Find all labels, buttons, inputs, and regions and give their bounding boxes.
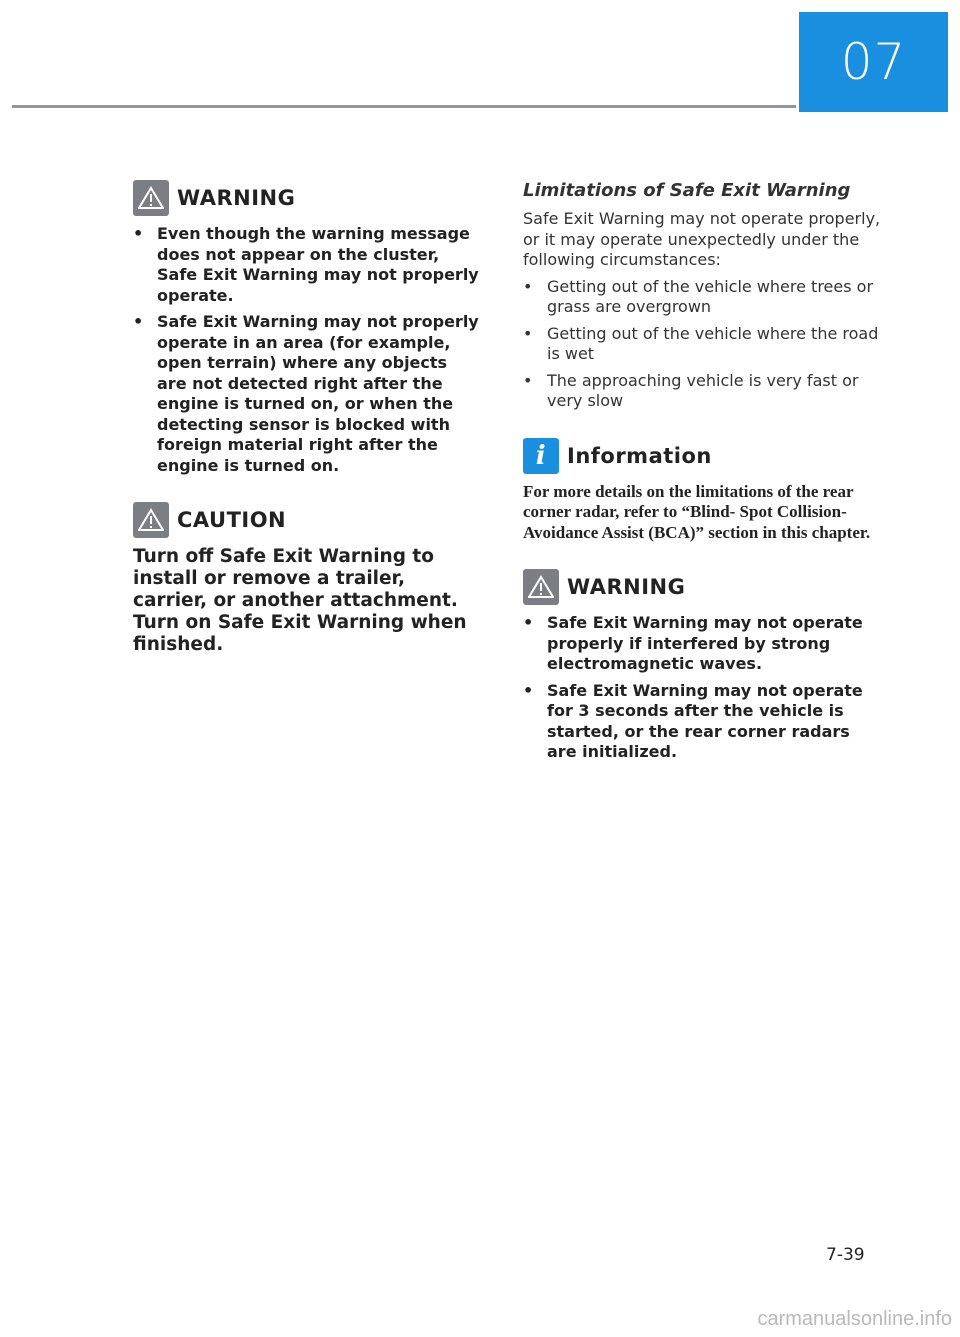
warning-header xyxy=(133,180,481,216)
warning-list xyxy=(523,613,883,763)
limitations-section xyxy=(523,180,883,412)
caution-header xyxy=(133,502,481,538)
list-item: • Getting out of the vehicle where the road is wet xyxy=(523,324,883,365)
info-icon: i xyxy=(523,438,559,474)
page-number: 7-39 xyxy=(826,1245,865,1265)
list-item: • Safe Exit Warning may not operate properly if interfered by strong electromagnetic waves. xyxy=(523,613,883,675)
right-column xyxy=(523,180,883,789)
section-title: Limitations of Safe Exit Warning xyxy=(523,180,851,201)
warning-triangle-icon xyxy=(133,180,169,216)
section-intro: Safe Exit Warning may not operate properly, or it may operate unexpectedly under the following circumstances: xyxy=(523,209,881,269)
warning-box-left xyxy=(133,180,481,476)
information-box xyxy=(523,438,883,544)
watermark: carmanualsonline.info xyxy=(757,1308,952,1330)
warning-triangle-icon xyxy=(133,502,169,538)
information-header xyxy=(523,438,883,474)
warning-header xyxy=(523,569,883,605)
caution-box xyxy=(133,502,481,656)
list-item: • The approaching vehicle is very fast or very slow xyxy=(523,371,883,412)
information-text: For more details on the limitations of the rear corner radar, refer to “Blind- Spot Collision-Avoidance Assist (BCA)” section in this chapter. xyxy=(523,481,871,542)
list-item: • Getting out of the vehicle where trees or grass are overgrown xyxy=(523,277,883,318)
warning-triangle-icon xyxy=(523,569,559,605)
list-item: • Even though the warning message does not appear on the cluster, Safe Exit Warning may not properly operate. xyxy=(133,224,481,306)
warning-box-right xyxy=(523,569,883,763)
limitations-list xyxy=(523,277,883,412)
header-rule xyxy=(12,105,796,108)
chapter-number: 07 xyxy=(840,33,907,91)
list-item: • Safe Exit Warning may not properly operate in an area (for example, open terrain) where any objects are not detected right after the engine is turned on, or when the detecting sensor is blocked with foreign material right after the engine is turned on. xyxy=(133,312,481,476)
chapter-tab xyxy=(799,12,948,112)
warning-list xyxy=(133,224,481,476)
caution-heading: CAUTION xyxy=(177,508,287,532)
warning-heading: WARNING xyxy=(567,575,686,599)
list-item: • Safe Exit Warning may not operate for 3 seconds after the vehicle is started, or the rear corner radars are initialized. xyxy=(523,681,883,763)
information-heading: Information xyxy=(567,443,712,468)
warning-heading: WARNING xyxy=(177,186,296,210)
left-column xyxy=(133,180,481,682)
caution-text: Turn off Safe Exit Warning to install or remove a trailer, carrier, or another attachment. Turn on Safe Exit Warning when finished. xyxy=(133,546,467,655)
